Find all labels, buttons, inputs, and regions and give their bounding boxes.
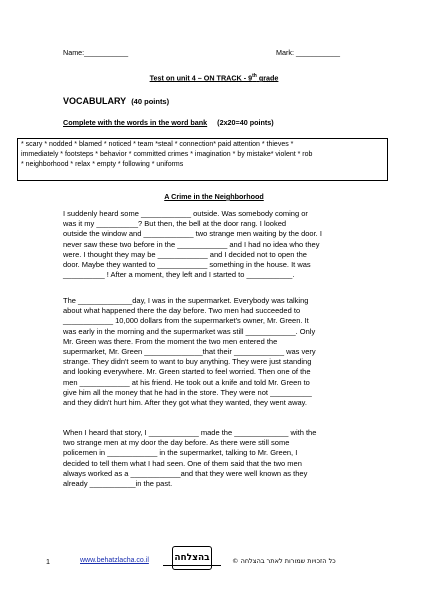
- copyright-notice: כל הזכויות שמורות לאתר בהצלחה ©: [232, 557, 336, 565]
- test-title-main: Test on unit 4 – ON TRACK - 9: [149, 73, 253, 83]
- test-title-end: grade: [256, 73, 279, 83]
- story-line: always worked as a ____________and that they were well known as they: [63, 468, 308, 478]
- word-bank-line: * scary * nodded * blamed * noticed * team *steal * connection* paid attention * thieves *: [21, 141, 294, 148]
- story-line: The _____________day, I was in the supermarket. Everybody was talking: [63, 296, 309, 305]
- story-line: were. I thought they may be ____________ and I decided not to open the: [63, 249, 307, 259]
- story-line: I suddenly heard some ____________ outside. Was somebody coming or: [63, 209, 308, 218]
- word-bank-line: immediately * footsteps * behavior * committed crimes * imagination * by mistake* violent * rob: [21, 151, 313, 158]
- word-bank-box: [17, 138, 388, 181]
- story-line: outside the window and ____________ two strange men waiting by the door. I: [63, 229, 322, 239]
- section-heading-title: VOCABULARY: [63, 96, 127, 106]
- mark-field-label: Mark: ___________: [276, 48, 340, 57]
- instruction-points: (2x20=40 points): [217, 118, 274, 127]
- section-heading-points: (40 points): [131, 97, 170, 106]
- story-line: When I heard that story, I ____________ made the _____________ with the: [63, 428, 317, 437]
- story-line: decided to tell them what I had seen. One of them said that the two men: [63, 458, 302, 468]
- website-link[interactable]: www.behatzlacha.co.il: [80, 557, 149, 564]
- story-line: two strange men at my door the day before. As there were still some: [63, 438, 290, 448]
- story-line: door. Maybe they wanted to ____________ something in the house. It was: [63, 260, 311, 270]
- story-line: Mr. Green was there. From the moment the two men entered the: [63, 336, 278, 346]
- story-line: and looking everywhere. Mr. Green started to feel worried. Then one of the: [63, 367, 311, 377]
- story-line: was early in the morning and the supermarket was still ____________. Only: [63, 326, 316, 336]
- instruction-text: Complete with the words in the word bank: [63, 118, 208, 127]
- instruction-line: [63, 118, 274, 128]
- word-bank-line: * neighborhood * relax * empty * following * uniforms: [21, 161, 184, 168]
- story-line: policemen in ____________ in the supermarket, talking to Mr. Green, I: [63, 448, 298, 458]
- story-line: and they didn't hurt him. After they got what they wanted, they went away.: [63, 398, 307, 408]
- test-title: [63, 72, 365, 83]
- story-line: __________ ! After a moment, they left and I started to ___________.: [63, 270, 295, 280]
- story-line: strange. They didn't seem to want to buy anything. They were just standing: [63, 357, 312, 367]
- test-title-superscript: th: [252, 73, 257, 79]
- story-line: supermarket, Mr. Green ______________that their ____________ was very: [63, 347, 316, 357]
- story-paragraph-3: [63, 428, 365, 489]
- story-line: men ____________ at his friend. He took out a knife and told Mr. Green to: [63, 377, 310, 387]
- story-paragraph-2: [63, 296, 365, 408]
- page-number: 1: [46, 557, 50, 566]
- story-paragraph-1: [63, 209, 365, 280]
- story-line: already ___________in the past.: [63, 479, 173, 489]
- story-line: never saw these two before in the ____________ and I had no idea who they: [63, 239, 320, 249]
- story-title: A Crime in the Neighborhood: [164, 192, 264, 201]
- name-field-label: Name:___________: [63, 48, 129, 57]
- story-line: ____________ 10,000 dollars from the supermarket's owner, Mr. Green. It: [63, 316, 309, 326]
- story-line: about what happened there the day before. Two men had succeeded to: [63, 306, 301, 316]
- section-heading: [63, 96, 169, 106]
- story-line: give him all the money that he had in the store. They were not __________: [63, 387, 312, 397]
- story-line: was it my __________? But then, the bell at the door rang. I looked: [63, 219, 287, 229]
- site-logo: בהצלחה: [172, 546, 212, 570]
